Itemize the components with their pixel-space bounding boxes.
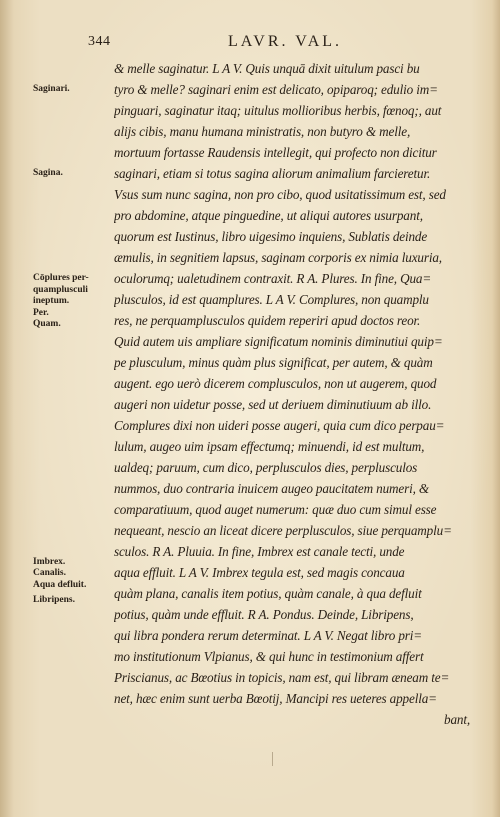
text-line: potius, quàm unde effluit. R A. Pondus. Deinde, Libripens, xyxy=(114,607,414,622)
margin-note: Canalis. xyxy=(33,568,66,579)
text-line: pro abdomine, atque pinguedine, ut aliqui autores usurpant, xyxy=(114,208,423,223)
margin-note: Sagina. xyxy=(33,168,63,178)
text-line: Priscianus, ac Bœotius in topicis, nam est, qui libram æneam te= xyxy=(114,670,450,685)
margin-note: Cōplures per- xyxy=(33,273,89,283)
text-line: oculorumq; ualetudinem contraxit. R A. Plures. In fine, Qua= xyxy=(114,271,432,286)
text-line: bant, xyxy=(444,712,470,727)
text-line: & melle saginatur. L A V. Quis unquā dixit uitulum pasci bu xyxy=(114,61,420,76)
text-line: ualdeq; paruum, cum dico, perplusculos dies, perplusculos xyxy=(114,460,418,475)
text-line: comparatiuum, quod auget numerum: quæ duo cum simul esse xyxy=(114,502,437,517)
text-line: saginari, etiam si totus sagina aliorum animalium farcieretur. xyxy=(114,166,431,181)
text-line: Quid autem uis ampliare significatum nominis diminutiui quip= xyxy=(114,334,443,349)
text-line: qui libra pondera rerum determinat. L A V. Negat libro pri= xyxy=(114,628,423,643)
text-line: lulum, augeo uim ipsam effectumq; minuendi, id est multum, xyxy=(114,439,425,454)
text-line: nummos, duo contraria inuicem augeo paucitatem numeri, & xyxy=(114,481,430,496)
text-line: tyro & melle? saginari enim est delicato, opiparoq; edulio im= xyxy=(114,82,438,97)
margin-note: Per. xyxy=(33,307,49,318)
text-line: pe plusculum, minus quàm plus significat, per autem, & quàm xyxy=(114,355,433,370)
text-line: alijs cibis, manu humana ministratis, non butyro & melle, xyxy=(114,124,411,139)
text-line: Vsus sum nunc sagina, non pro cibo, quod usitatissimum est, sed xyxy=(114,187,446,202)
margin-note: quamplusculi xyxy=(33,284,88,295)
text-line: net, hæc enim sunt uerba Bœotij, Mancipi res ueteres appella= xyxy=(114,691,437,706)
margin-note: Libripens. xyxy=(33,595,75,606)
text-line: augent. ego uerò dicerem complusculos, non ut augerem, quod xyxy=(114,376,437,391)
margin-note: Saginari. xyxy=(33,84,70,94)
margin-note: Quam. xyxy=(33,319,61,330)
text-line: plusculos, id est quamplures. L A V. Complures, non quamplu xyxy=(114,292,429,307)
paper-mark xyxy=(272,752,273,766)
text-line: pinguari, saginatur itaq; uitulus mollioribus herbis, fœnoq;, aut xyxy=(114,103,442,118)
text-line: nequeant, nescio an liceat dicere perplusculos, siue perquamplu= xyxy=(114,523,452,538)
text-line: mortuum fortasse Raudensis intellegit, qui profecto non dicitur xyxy=(114,145,437,160)
text-line: mo institutionum Vlpianus, & qui hunc in testimonium affert xyxy=(114,649,424,664)
text-line: æmulis, in segnitiem lapsus, saginam corporis ex nimia luxuria, xyxy=(114,250,442,265)
page-header xyxy=(88,34,468,54)
text-line: sculos. R A. Pluuia. In fine, Imbrex est canale tecti, unde xyxy=(114,544,405,559)
text-line: Complures dixi non uideri posse augeri, quia cum dico perpau= xyxy=(114,418,445,433)
text-line: quàm plana, canalis item potius, quàm canale, à qua defluit xyxy=(114,586,422,601)
margin-note: Imbrex. xyxy=(33,556,66,567)
text-line: res, ne perquamplusculos quidem reperiri apud doctos reor. xyxy=(114,313,421,328)
text-line: augeri non uidetur posse, sed ut deriuem diminutiuum ab illo. xyxy=(114,397,432,412)
text-line: aqua effluit. L A V. Imbrex tegula est, sed magis concaua xyxy=(114,565,405,580)
page-number: 344 xyxy=(88,34,111,49)
text-line: quorum est Iustinus, libro uigesimo inquiens, Sublatis deinde xyxy=(114,229,428,244)
running-head: LAVR. VAL. xyxy=(228,33,343,50)
margin-note: Aqua defluit. xyxy=(33,579,87,590)
margin-note: ineptum. xyxy=(33,296,70,307)
